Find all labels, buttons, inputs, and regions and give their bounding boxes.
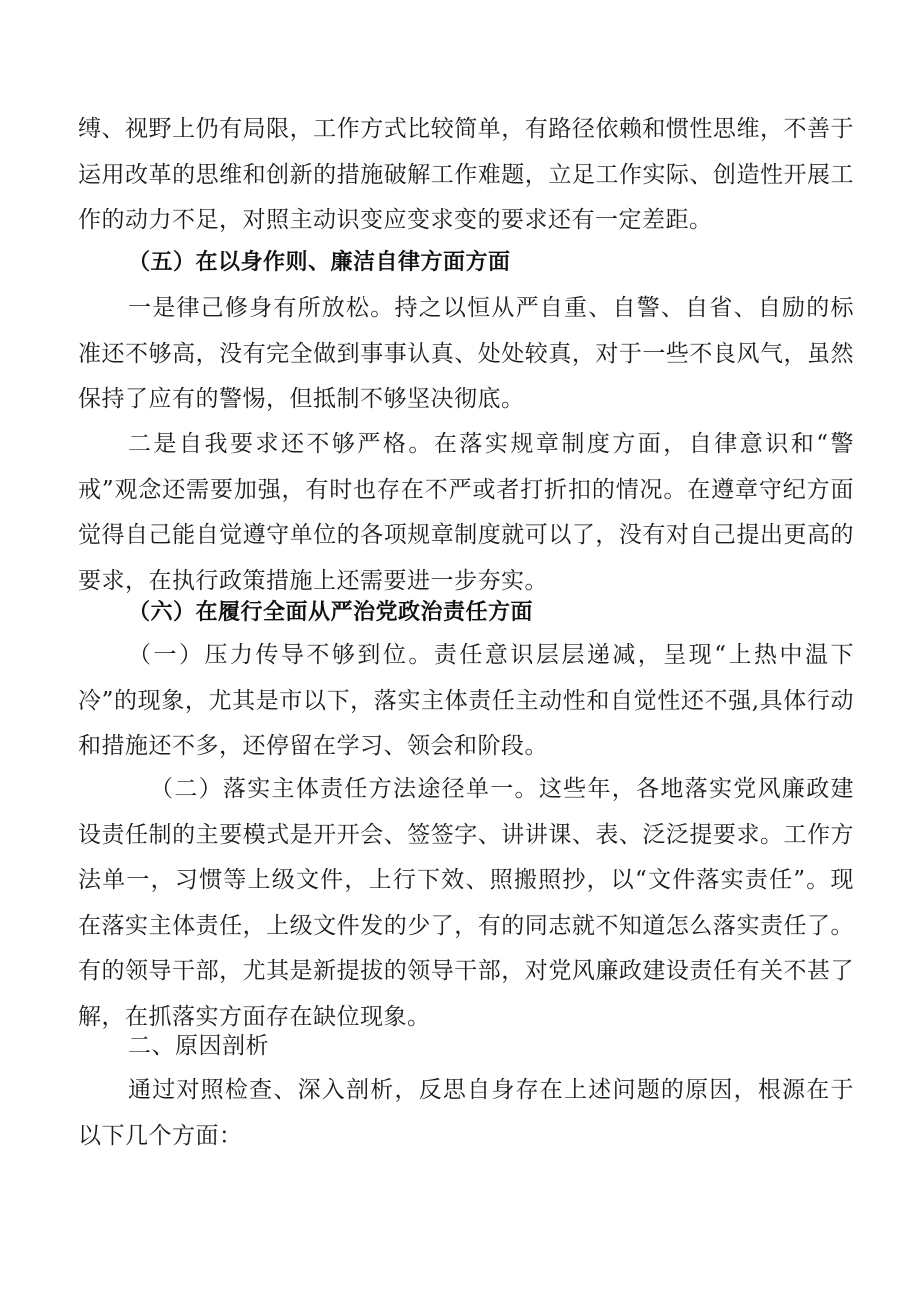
section-heading-six: （六）在履行全面从严治党政治责任方面 — [128, 600, 534, 625]
paragraph-continuation: 缚、视野上仍有局限，工作方式比较简单，有路径依赖和惯性思维，不善于运用改革的思维和创新的措施破解工作难题，立足工作实际、创造性开展工作的动力不足，对照主动识变应变求变的要求还有一定差距。 — [78, 116, 854, 233]
paragraph-self-discipline: 一是律己修身有所放松。持之以恒从严自重、自警、自省、自励的标准还不够高，没有完全做到事事认真、处处较真，对于一些不良风气，虽然保持了应有的警惕，但抵制不够坚决彻底。 — [78, 295, 854, 412]
subheading-cause-analysis: 二、原因剖析 — [128, 1033, 269, 1059]
paragraph-cause-intro: 通过对照检查、深入剖析，反思自身存在上述问题的原因，根源在于以下几个方面： — [78, 1077, 854, 1149]
section-heading-five: （五）在以身作则、廉洁自律方面方面 — [128, 250, 511, 275]
paragraph-pressure-transmission: （一）压力传导不够到位。责任意识层层递减，呈现“上热中温下冷”的现象，尤其是市以下，落实主体责任主动性和自觉性还不强,具体行动和措施还不多，还停留在学习、领会和阶段。 — [78, 642, 854, 759]
paragraph-self-requirement: 二是自我要求还不够严格。在落实规章制度方面，自律意识和“警戒”观念还需要加强，有时也存在不严或者打折扣的情况。在遵章守纪方面觉得自己能自觉遵守单位的各项规章制度就可以了，没有对自己提出更高的要求，在执行政策措施上还需要进一步夯实。 — [78, 431, 854, 594]
paragraph-responsibility-methods: （二）落实主体责任方法途径单一。这些年，各地落实党风廉政建设责任制的主要模式是开开会、签签字、讲讲课、表、泛泛提要求。工作方法单一，习惯等上级文件，上行下效、照搬照抄，以“文件落实责任”。现在落实主体责任，上级文件发的少了，有的同志就不知道怎么落实责任了。有的领导干部，尤其是新提拔的领导干部，对党风廉政建设责任有关不甚了解，在抓落实方面存在缺位现象。 — [78, 776, 854, 1030]
